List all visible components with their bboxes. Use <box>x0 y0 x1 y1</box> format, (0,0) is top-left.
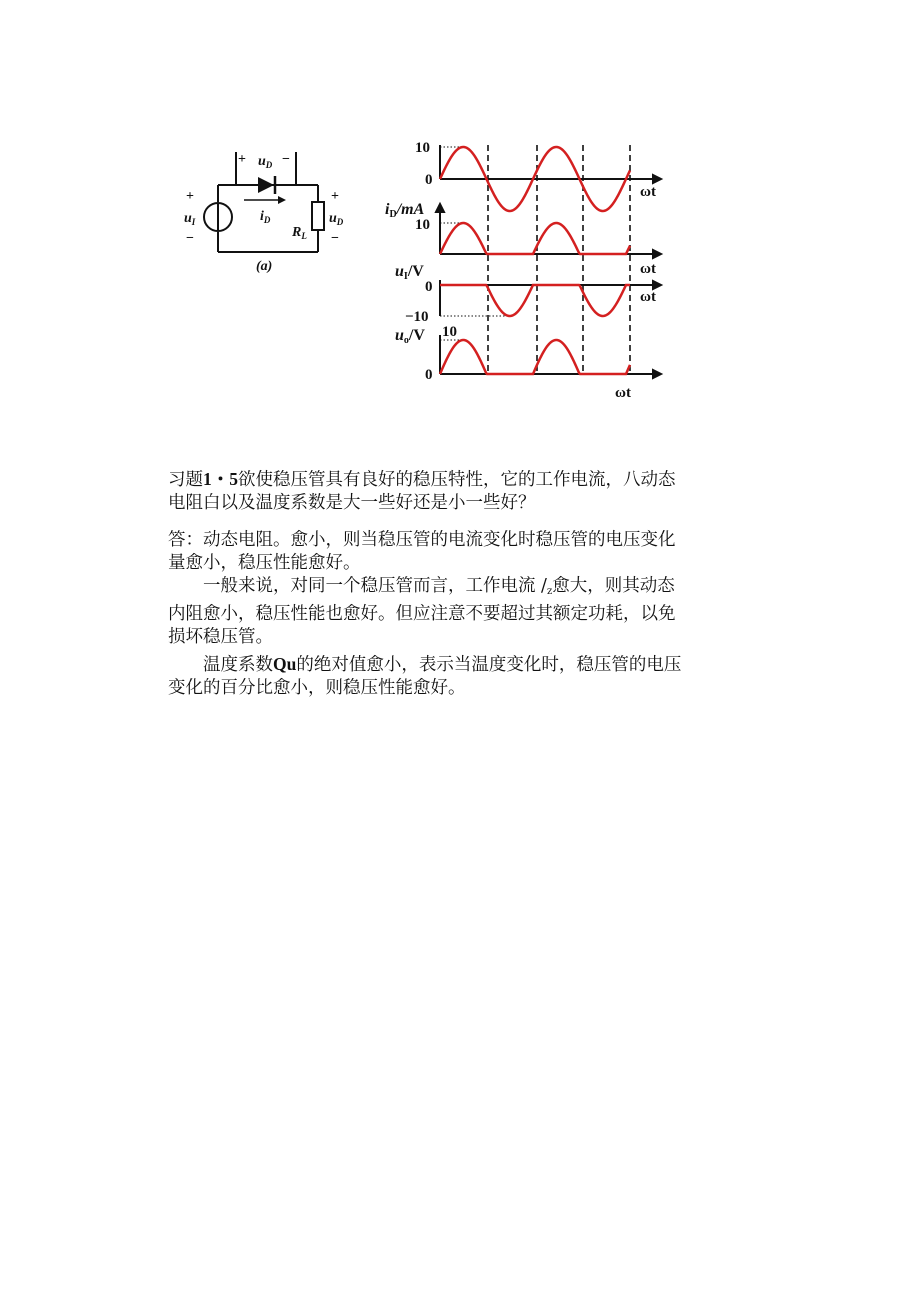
diode-plus: + <box>238 152 246 167</box>
p3-tick-minus10: −10 <box>405 309 429 325</box>
diode-icon <box>258 176 275 194</box>
load-plus: + <box>331 189 339 204</box>
p3-tick-0: 0 <box>425 279 433 295</box>
iD-label: $i_D$ <box>260 209 271 225</box>
circuit-diagram <box>178 140 378 275</box>
load-minus: − <box>331 231 339 246</box>
uD-right-label: $u_D$ <box>329 211 344 227</box>
p4-tick-0: 0 <box>425 367 433 383</box>
answer-paragraph-2: 一般来说，对同一个稳压管而言，工作电流 $/_z$愈大，则其动态内阻愈小，稳压性能也愈好。但应注意不要超过其额定功耗，以免损坏稳压管。 <box>168 576 676 647</box>
answer-paragraph-3: 温度系数Qu的绝对值愈小，表示当温度变化时，稳压管的电压变化的百分比愈小，则稳压性能愈好。 <box>168 654 682 698</box>
figure-caption: (a) <box>256 259 273 274</box>
current-arrow-icon <box>244 196 286 204</box>
p4-y-label: uo/V <box>395 327 425 346</box>
question <box>168 468 688 515</box>
p1-tick-10: 10 <box>415 140 430 156</box>
uD-top-label: $u_D$ <box>258 154 273 170</box>
uI-label: $u_I$ <box>184 211 196 227</box>
output-voltage-curve <box>440 340 630 374</box>
answer-paragraph-1: 答：动态电阻。愈小，则当稳压管的电流变化时稳压管的电压变化量愈小，稳压性能愈好。 <box>168 530 676 573</box>
waveform-diagram <box>385 130 675 400</box>
source-plus: + <box>186 189 194 204</box>
question-body: 欲使稳压管具有良好的稳压特性，它的工作电流，八动态电阻白以及温度系数是大一些好还是小一些好？ <box>168 470 676 513</box>
waveform-curves <box>440 147 630 374</box>
p2-x-label: ωt <box>640 261 656 277</box>
RL-label: $R_L$ <box>292 225 307 241</box>
question-number: 1・5 <box>203 469 238 489</box>
p4-x-label: ωt <box>615 385 631 400</box>
diode-current-curve <box>440 223 630 254</box>
answer <box>168 529 688 700</box>
diode-minus: − <box>282 152 290 167</box>
p1-tick-0: 0 <box>425 172 433 188</box>
source-minus: − <box>186 231 194 246</box>
p2-y-label: iD/mA <box>385 201 425 220</box>
p2-tick-10: 10 <box>415 217 430 233</box>
question-prefix: 习题 <box>168 470 203 490</box>
diode-voltage-curve <box>440 285 630 316</box>
p4-tick-10: 10 <box>442 324 457 340</box>
p3-x-label: ωt <box>640 289 656 305</box>
resistor-icon <box>312 202 324 230</box>
p1-x-label: ωt <box>640 184 656 200</box>
p3-y-label: uI/V <box>395 263 424 282</box>
